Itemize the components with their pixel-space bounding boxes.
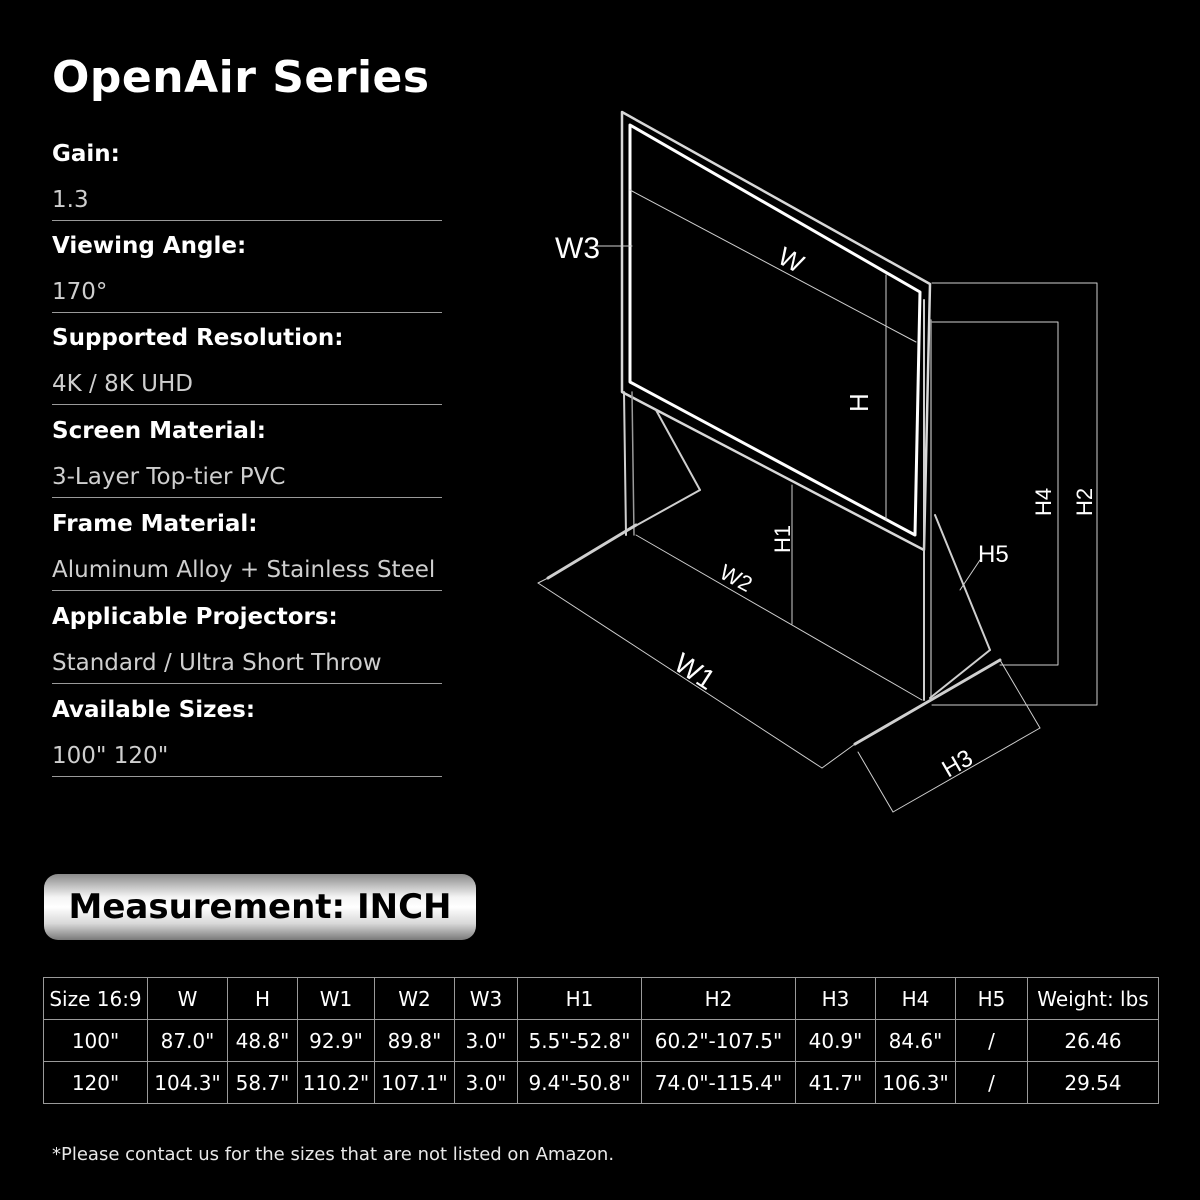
table-cell: /: [956, 1020, 1028, 1062]
spec-value: 3-Layer Top-tier PVC: [52, 464, 286, 490]
spec-label: Screen Material:: [52, 418, 266, 444]
table-cell: 26.46: [1028, 1020, 1159, 1062]
table-header: Weight: lbs: [1028, 978, 1159, 1020]
spec-label: Supported Resolution:: [52, 325, 344, 351]
spec-value: 100" 120": [52, 743, 169, 769]
table-header: H5: [956, 978, 1028, 1020]
table-header: W1: [298, 978, 375, 1020]
table-cell: 74.0"-115.4": [642, 1062, 796, 1104]
table-cell: 58.7": [228, 1062, 298, 1104]
left-post: [624, 392, 626, 535]
table-header: H4: [876, 978, 956, 1020]
screen-inner: [630, 125, 920, 535]
table-cell: 41.7": [796, 1062, 876, 1104]
table-cell: 29.54: [1028, 1062, 1159, 1104]
screen-frame: [622, 112, 930, 550]
table-header: W3: [455, 978, 518, 1020]
page-title: OpenAir Series: [52, 52, 430, 103]
table-cell: /: [956, 1062, 1028, 1104]
table-cell: 89.8": [375, 1020, 455, 1062]
spec-value: 170°: [52, 279, 108, 305]
left-foot: [548, 525, 636, 578]
right-foot: [855, 660, 1000, 744]
table-header: H2: [642, 978, 796, 1020]
h3-dimension-line: [858, 752, 893, 812]
right-brace: [935, 515, 990, 650]
table-cell: 84.6": [876, 1020, 956, 1062]
table-cell: 9.4"-50.8": [518, 1062, 642, 1104]
table-row: [44, 1020, 1159, 1062]
table-header: H1: [518, 978, 642, 1020]
spec-label: Available Sizes:: [52, 697, 256, 723]
label-h: H: [844, 393, 874, 412]
measurement-table: [43, 977, 1159, 1104]
table-cell: 92.9": [298, 1020, 375, 1062]
table-cell: 120": [44, 1062, 148, 1104]
spec-label: Applicable Projectors:: [52, 604, 338, 630]
table-header: H3: [796, 978, 876, 1020]
table-cell: 3.0": [455, 1062, 518, 1104]
footnote: *Please contact us for the sizes that are not listed on Amazon.: [52, 1144, 615, 1165]
table-cell: 107.1": [375, 1062, 455, 1104]
spec-label: Gain:: [52, 141, 120, 167]
label-h3: H3: [937, 744, 978, 784]
label-w2: W2: [715, 559, 757, 597]
label-h5: H5: [978, 541, 1009, 568]
table-row: [44, 1062, 1159, 1104]
spec-value: Aluminum Alloy + Stainless Steel: [52, 557, 436, 583]
table-cell: 87.0": [148, 1020, 228, 1062]
table-cell: 106.3": [876, 1062, 956, 1104]
label-w1: W1: [668, 647, 721, 696]
table-header: Size 16:9: [44, 978, 148, 1020]
spec-value: Standard / Ultra Short Throw: [52, 650, 382, 676]
label-w: W: [773, 240, 809, 279]
table-cell: 60.2"-107.5": [642, 1020, 796, 1062]
table-header-row: [44, 978, 1159, 1020]
label-h2: H2: [1072, 487, 1097, 516]
table-header: W: [148, 978, 228, 1020]
table-cell: 5.5"-52.8": [518, 1020, 642, 1062]
table-cell: 3.0": [455, 1020, 518, 1062]
spec-label: Frame Material:: [52, 511, 258, 537]
h5-leader: [960, 560, 980, 590]
label-h4: H4: [1031, 487, 1056, 516]
spec-value: 1.3: [52, 187, 89, 213]
table-header: W2: [375, 978, 455, 1020]
label-h1: H1: [770, 524, 795, 553]
spec-value: 4K / 8K UHD: [52, 371, 193, 397]
label-w3: W3: [555, 232, 600, 265]
spec-label: Viewing Angle:: [52, 233, 247, 259]
table-cell: 110.2": [298, 1062, 375, 1104]
table-header: H: [228, 978, 298, 1020]
table-cell: 100": [44, 1020, 148, 1062]
table-cell: 48.8": [228, 1020, 298, 1062]
table-cell: 104.3": [148, 1062, 228, 1104]
table-cell: 40.9": [796, 1020, 876, 1062]
measurement-badge: Measurement: INCH: [44, 874, 476, 940]
